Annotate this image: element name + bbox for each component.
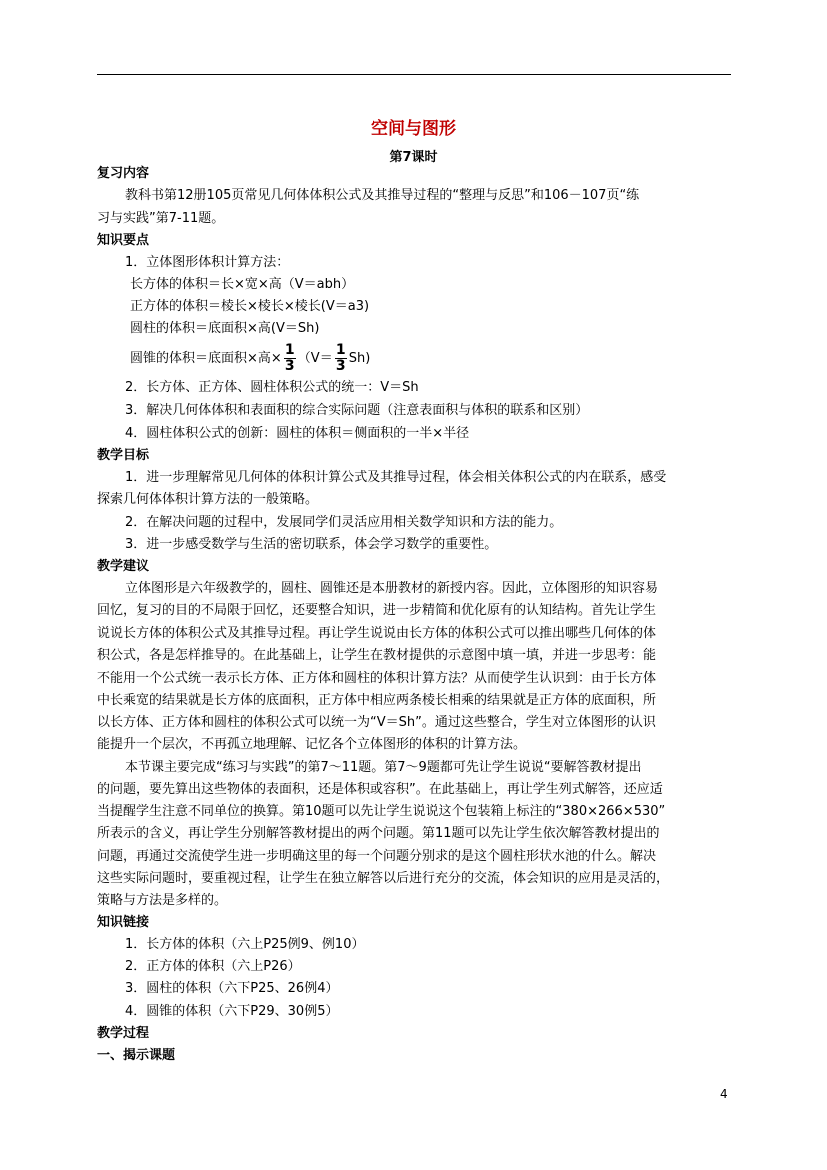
formula-cone bbox=[130, 343, 370, 373]
goal-line: 2．在解决问题的过程中，发展同学们灵活应用相关数学知识和方法的能力。 bbox=[125, 515, 563, 530]
goal-line: 3．进一步感受数学与生活的密切联系，体会学习数学的重要性。 bbox=[125, 537, 498, 552]
suggestion-line: 以长方体、正方体和圆柱的体积公式可以统一为“V＝Sh”。通过这些整合，学生对立体图形的认识 bbox=[97, 715, 656, 730]
cone-mid: （V＝ bbox=[297, 351, 333, 366]
suggestion-line: 积公式，各是怎样推导的。在此基础上，让学生在教材提供的示意图中填一填，并进一步思考：能 bbox=[97, 648, 657, 663]
link-item: 3．圆柱的体积（六下P25、26例4） bbox=[125, 981, 339, 996]
suggestion-line: 立体图形是六年级教学的，圆柱、圆锥还是本册教材的新授内容。因此，立体图形的知识容易 bbox=[125, 581, 659, 596]
suggestion-line: 问题，再通过交流使学生进一步明确这里的每一个问题分别求的是这个圆柱形状水池的什么。解决 bbox=[97, 849, 657, 864]
links-heading: 知识链接 bbox=[97, 915, 150, 930]
page-number: 4 bbox=[720, 1087, 728, 1101]
review-line: 教科书第12册105页常见几何体体积公式及其推导过程的“整理与反思”和106－107页“练 bbox=[125, 188, 640, 203]
goal-line: 1．进一步理解常见几何体的体积计算公式及其推导过程，体会相关体积公式的内在联系，感受 bbox=[125, 470, 667, 485]
fraction-denominator: 3 bbox=[335, 358, 346, 374]
review-line: 习与实践”第7-11题。 bbox=[97, 211, 225, 226]
cone-prefix: 圆锥的体积＝底面积×高× bbox=[130, 351, 282, 366]
suggestion-line: 不能用一个公式统一表示长方体、正方体和圆柱的体积计算方法？从而使学生认识到：由于长方体 bbox=[97, 671, 657, 686]
process-heading: 教学过程 bbox=[97, 1026, 150, 1041]
suggestion-line: 的问题，要先算出这些物体的表面积，还是体积或容积”。在此基础上，再让学生列式解答，还应适 bbox=[97, 782, 663, 797]
link-item: 2．正方体的体积（六上P26） bbox=[125, 959, 301, 974]
key-points-heading: 知识要点 bbox=[97, 233, 150, 248]
key-point-item: 4．圆柱体积公式的创新：圆柱的体积＝侧面积的一半×半径 bbox=[125, 426, 470, 441]
key-point-item: 3．解决几何体体积和表面积的综合实际问题（注意表面积与体积的联系和区别） bbox=[125, 403, 589, 418]
formula-cylinder: 圆柱的体积＝底面积×高(V＝Sh) bbox=[130, 321, 320, 336]
fraction-numerator: 1 bbox=[335, 342, 346, 358]
link-item: 1．长方体的体积（六上P25例9、例10） bbox=[125, 937, 365, 952]
header-rule bbox=[97, 74, 731, 75]
suggestion-line: 中长乘宽的结果就是长方体的底面积，正方体中相应两条棱长相乘的结果就是正方体的底面积，所 bbox=[97, 693, 657, 708]
suggestion-line: 能提升一个层次，不再孤立地理解、记忆各个立体图形的体积的计算方法。 bbox=[97, 737, 527, 752]
key-point-item: 1．立体图形体积计算方法： bbox=[125, 255, 290, 270]
cone-suffix: Sh) bbox=[348, 351, 371, 366]
lesson-subtitle: 第7课时 bbox=[389, 150, 438, 165]
goal-line: 探索几何体体积计算方法的一般策略。 bbox=[97, 492, 319, 507]
goals-heading: 教学目标 bbox=[97, 448, 150, 463]
fraction-numerator: 1 bbox=[284, 342, 295, 358]
formula-cube: 正方体的体积＝棱长×棱长×棱长(V＝a3) bbox=[130, 299, 370, 314]
page-title: 空间与图形 bbox=[371, 119, 456, 139]
suggestion-line: 本节课主要完成“练习与实践”的第7～11题。第7～9题都可先让学生说说“要解答教材提出 bbox=[125, 760, 642, 775]
key-point-item: 2．长方体、正方体、圆柱体积公式的统一：V＝Sh bbox=[125, 380, 419, 395]
suggestion-line: 所表示的含义，再让学生分别解答教材提出的两个问题。第11题可以先让学生依次解答教材提出的 bbox=[97, 826, 660, 841]
suggestion-line: 当提醒学生注意不同单位的换算。第10题可以先让学生说说这个包装箱上标注的“380×266×530” bbox=[97, 804, 666, 819]
link-item: 4．圆锥的体积（六下P29、30例5） bbox=[125, 1004, 339, 1019]
fraction-one-third bbox=[284, 343, 296, 374]
formula-cuboid: 长方体的体积＝长×宽×高（V＝abh） bbox=[130, 277, 355, 292]
suggestion-line: 说说长方体的体积公式及其推导过程。再让学生说说由长方体的体积公式可以推出哪些几何体的体 bbox=[97, 626, 657, 641]
review-heading: 复习内容 bbox=[97, 166, 150, 181]
process-subheading: 一、揭示课题 bbox=[97, 1048, 176, 1063]
suggestions-heading: 教学建议 bbox=[97, 559, 150, 574]
suggestion-line: 这些实际问题时，要重视过程，让学生在独立解答以后进行充分的交流，体会知识的应用是灵活的， bbox=[97, 871, 670, 886]
suggestion-line: 回忆，复习的目的不局限于回忆，还要整合知识，进一步精简和优化原有的认知结构。首先让学生 bbox=[97, 603, 657, 618]
suggestion-line: 策略与方法是多样的。 bbox=[97, 893, 228, 908]
fraction-one-third bbox=[335, 343, 347, 374]
fraction-denominator: 3 bbox=[284, 358, 295, 374]
